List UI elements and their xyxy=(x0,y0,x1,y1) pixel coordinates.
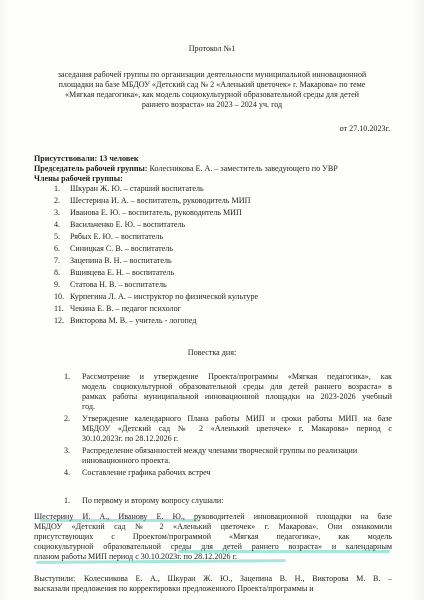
chair-line xyxy=(34,164,338,174)
agenda-line: Распределение обязанностей между членами творческой группы по реализации xyxy=(82,446,358,455)
agenda-line: МБДОУ «Детский сад № 2 «Аленький цветочек» г. Макарова» период с xyxy=(82,424,392,433)
intro-line-2: площадки на базе МБДОУ «Детский сад № 2 «Аленький цветочек» г. Макарова» по теме xyxy=(58,80,366,89)
agenda-line: Утверждение календарного Плана работы МИП и сроки работы МИП на базе xyxy=(82,414,392,423)
member-item: Шестерина И. А. – воспитатель, руководитель МИП xyxy=(70,196,251,205)
member-num: 11. xyxy=(54,304,64,313)
chair-label: Председатель рабочей группы: xyxy=(34,164,148,173)
spoke-line: Колесникова Е. А., Шкуран Ж. Ю., Зацепина В. Н., Викторова М. В. – xyxy=(84,574,392,583)
spoke-label: Выступили: xyxy=(34,574,76,583)
member-num: 5. xyxy=(54,232,61,241)
discussion-point: По первому и второму вопросу слушали: xyxy=(82,496,224,505)
member-num: 7. xyxy=(54,256,61,265)
member-num: 9. xyxy=(54,280,61,289)
member-item: Рябых Е. Ю. – воспитатель xyxy=(70,232,164,241)
member-item: Статова Н. В. – воспитатель xyxy=(70,280,167,289)
member-item: Зацепина В. Н. – воспитатель xyxy=(70,256,172,265)
members-label: Члены рабочей группы: xyxy=(34,174,123,183)
member-num: 2. xyxy=(54,196,61,205)
agenda-line: инновационного проекта. xyxy=(82,456,171,465)
agenda-num: 3. xyxy=(64,446,71,455)
member-num: 4. xyxy=(54,220,61,229)
member-num: 6. xyxy=(54,244,61,253)
member-item: Курпегина Л. А. – инструктор по физической культуре xyxy=(70,292,259,301)
protocol-date: от 27.10.2023г. xyxy=(339,124,390,133)
intro-line-1: заседания рабочей группы по организации деятельности муниципальной инновационной xyxy=(57,70,367,79)
discussion-line: планом работы МИП период с 30.10.2023г. по 28.12.2026 г. xyxy=(34,552,237,561)
discussion-line: присутствующих с Проектом/программой «Мягкая педагогика», как модель xyxy=(34,532,392,541)
agenda-line: рамках работы муниципальной инновационной площадки на 2023-2026 учебный xyxy=(82,392,392,401)
intro-line-4: раннего возраста» на 2023 – 2024 уч. год xyxy=(141,100,283,109)
member-item: Синицкая С. В. – воспитатель xyxy=(70,244,173,253)
chair-value: Колесникова Е. А. – заместитель заведующего по УВР xyxy=(147,164,338,173)
agenda-line: год. xyxy=(82,402,96,411)
agenda-num: 2. xyxy=(64,414,71,423)
member-num: 12. xyxy=(54,316,65,325)
member-num: 3. xyxy=(54,208,61,217)
member-item: Шкуран Ж. Ю. – старший воспитатель xyxy=(70,184,204,193)
member-num: 10. xyxy=(54,292,65,301)
agenda-title: Повестка дня: xyxy=(187,348,237,357)
member-item: Васильченко Е. Ю. – воспитатель xyxy=(70,220,186,229)
protocol-title: Протокол №1 xyxy=(188,44,236,53)
member-num: 8. xyxy=(54,268,61,277)
agenda-line: модель социокультурной образовательной среды для детей раннего возраста» в xyxy=(82,382,392,391)
discussion-line: МБДОУ «Детский сад № 2 «Аленький цветочек» г. Макарова». Они ознакомили xyxy=(34,522,392,531)
member-item: Чекина Е. В. – педагог психолог xyxy=(70,304,181,313)
agenda-num: 1. xyxy=(64,372,71,381)
discussion-num: 1. xyxy=(64,496,71,505)
agenda-line: Составление графика рабочих встреч xyxy=(82,468,211,477)
discussion-line: Шестерину И. А., Иванову Е. Ю., руководителей инновационной площадки на базе xyxy=(34,512,392,521)
member-item: Викторова М. В. – учитель - логопед xyxy=(70,316,197,325)
discussion-line: социокультурной образовательной среды для детей раннего возраста» и календарным xyxy=(34,542,392,551)
agenda-line: Рассмотрение и утверждение Проекта/программы «Мягкая педагогика», как xyxy=(82,372,392,381)
attendance-count: Присутствовали: 13 человек xyxy=(34,154,139,163)
intro-line-3: «Мягкая педагогика», как модель социокультурной образовательной среды для детей xyxy=(64,90,360,99)
member-item: Иванова Е. Ю. – воспитатель, руководитель МИП xyxy=(70,208,242,217)
member-num: 1. xyxy=(54,184,61,193)
agenda-num: 4. xyxy=(64,468,71,477)
spoke-line: высказали предложения по корректировки предложенного Проекта/программы и xyxy=(34,584,314,593)
member-item: Вшивцева Е. Н. – воспитатель xyxy=(70,268,175,277)
agenda-line: 30.10.2023г. по 28.12.2026 г. xyxy=(82,434,179,443)
